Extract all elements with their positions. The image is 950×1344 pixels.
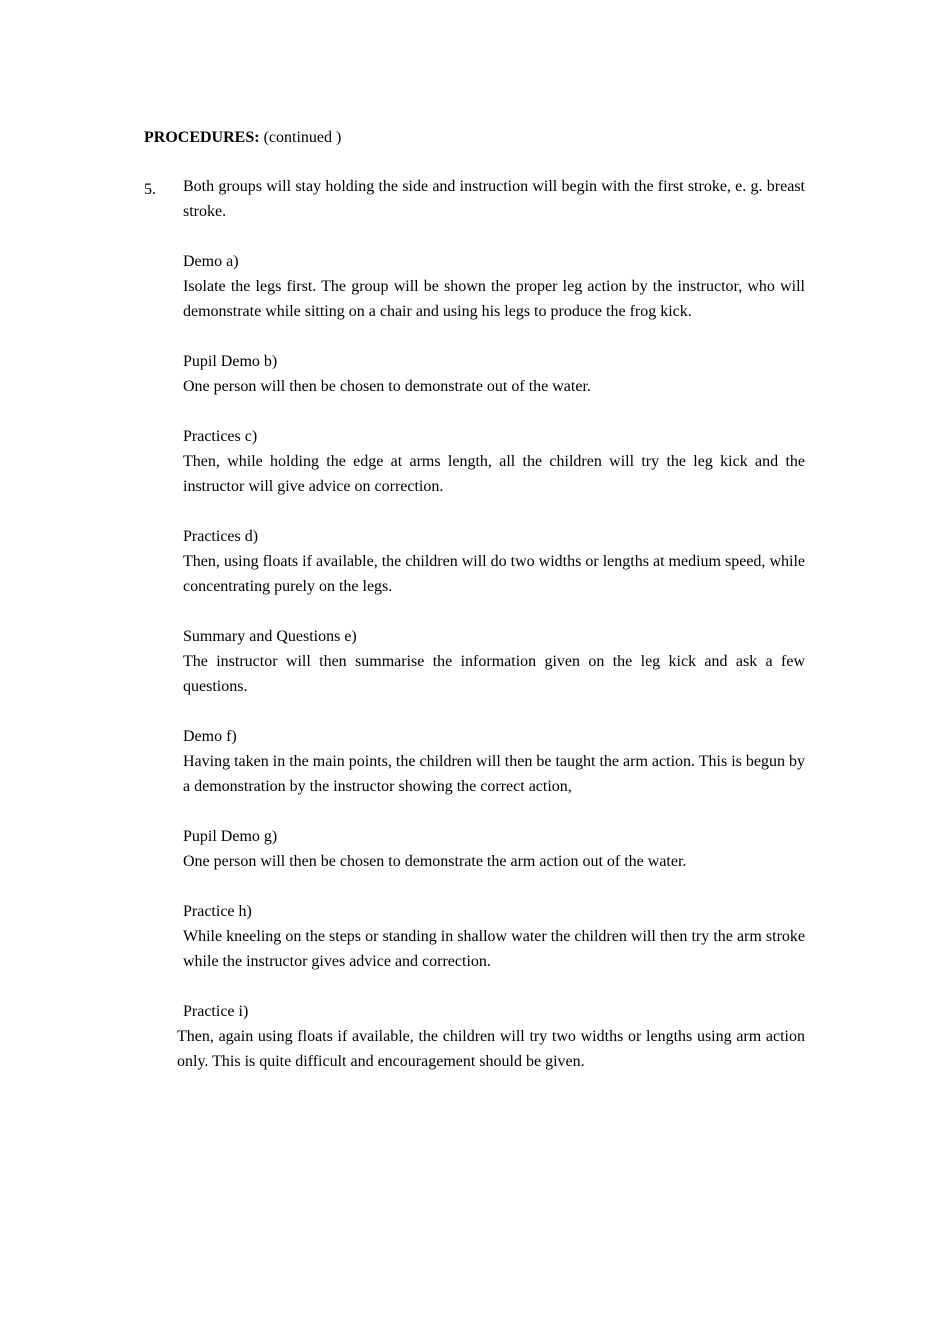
section-practices-d [183, 524, 805, 599]
item-intro: Both groups will stay holding the side and instruction will begin with the first stroke, e. g. breast stroke. [183, 178, 805, 220]
section-title: Demo f) [183, 728, 237, 745]
section-pupil-demo-b [183, 349, 805, 399]
section-text: Then, again using floats if available, the children will try two widths or lengths using arm action only. This is quite difficult and encouragement should be given. [177, 1028, 805, 1070]
section-text: Then, using floats if available, the children will do two widths or lengths at medium speed, while concentrating purely on the legs. [183, 553, 805, 595]
section-text: One person will then be chosen to demonstrate out of the water. [183, 378, 591, 395]
section-text: Having taken in the main points, the children will then be taught the arm action. This is begun by a demonstration by the instructor showing the correct action, [183, 753, 805, 795]
section-text: Isolate the legs first. The group will be shown the proper leg action by the instructor, who will demonstrate while sitting on a chair and using his legs to produce the frog kick. [183, 278, 805, 320]
section-practice-h [183, 899, 805, 974]
section-title: Demo a) [183, 253, 239, 270]
section-title: Summary and Questions e) [183, 628, 357, 645]
section-practice-i [177, 999, 805, 1074]
section-demo-f [183, 724, 805, 799]
section-text: The instructor will then summarise the information given on the leg kick and ask a few questions. [183, 653, 805, 695]
section-title: Pupil Demo g) [183, 828, 278, 845]
section-text: While kneeling on the steps or standing in shallow water the children will then try the arm stroke while the instructor gives advice and correction. [183, 928, 805, 970]
section-practices-c [183, 424, 805, 499]
section-title: Pupil Demo b) [183, 353, 278, 370]
heading-label: PROCEDURES: [144, 129, 260, 146]
section-pupil-demo-g [183, 824, 805, 874]
section-text: Then, while holding the edge at arms length, all the children will try the leg kick and the instructor will give advice on correction. [183, 453, 805, 495]
procedures-heading [144, 127, 341, 149]
section-title: Practices d) [183, 528, 259, 545]
item-number: 5. [144, 181, 156, 198]
heading-suffix: (continued ) [259, 129, 342, 146]
section-text: One person will then be chosen to demonstrate the arm action out of the water. [183, 853, 687, 870]
section-title: Practice i) [183, 1003, 249, 1020]
section-title: Practices c) [183, 428, 258, 445]
section-demo-a [183, 249, 805, 324]
section-summary-questions-e [183, 624, 805, 699]
item-body [177, 174, 805, 1074]
section-title: Practice h) [183, 903, 252, 920]
